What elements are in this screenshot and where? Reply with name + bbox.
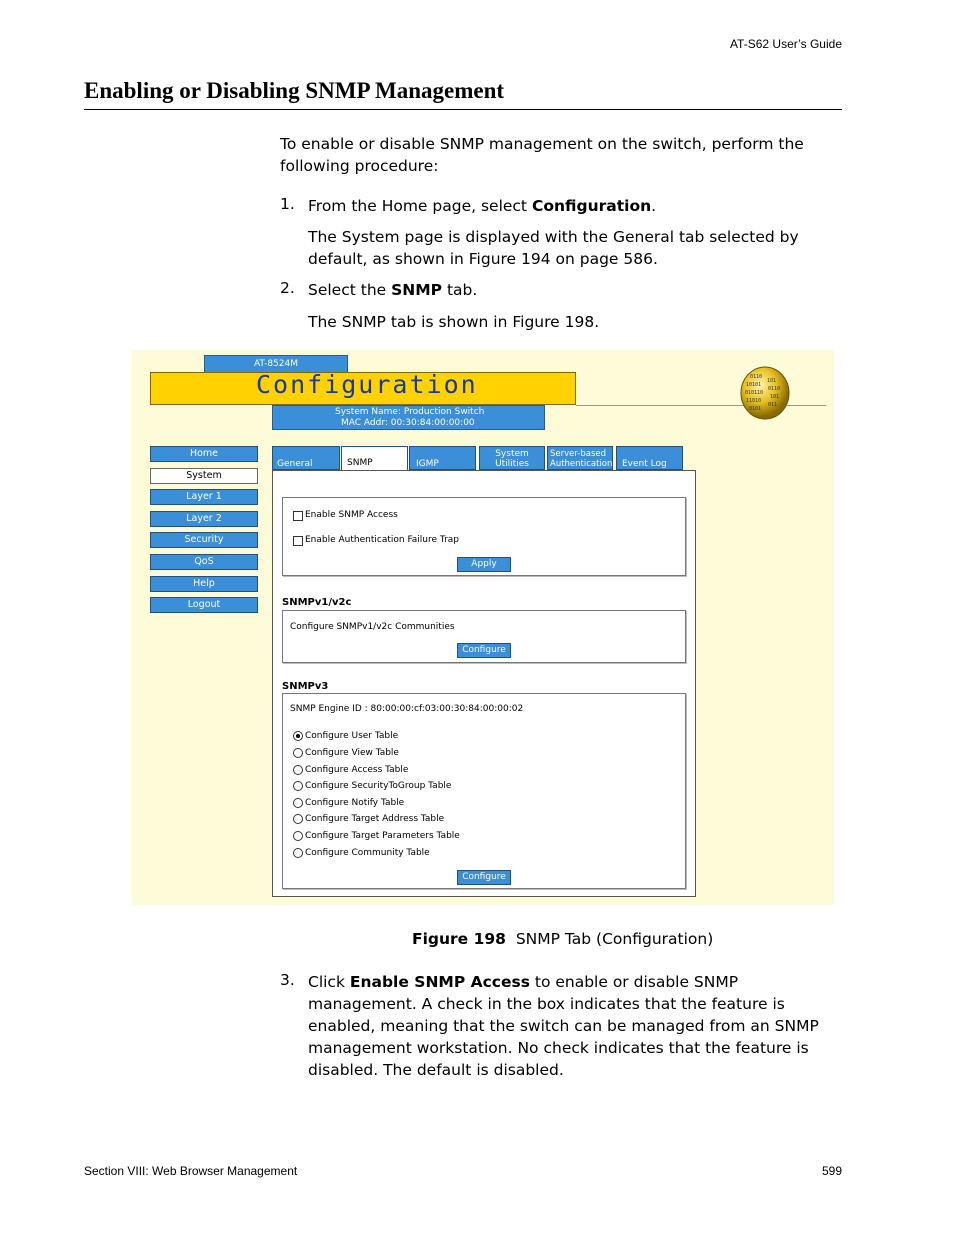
radio-configure-target-address-table[interactable] — [293, 814, 303, 824]
step-number: 2. — [280, 279, 295, 297]
svg-text:101: 101 — [770, 394, 780, 400]
system-info-box — [272, 405, 545, 430]
option-label: Configure Access Table — [305, 765, 409, 775]
page-number: 599 — [821, 1164, 842, 1178]
step-number: 1. — [280, 195, 295, 213]
snmpv3-heading: SNMPv3 — [282, 681, 329, 692]
nav-system[interactable]: System — [150, 468, 258, 484]
step-2-emphasis: SNMP — [391, 281, 443, 299]
tab-system-utilities[interactable]: System Utilities — [479, 446, 545, 470]
config-page-title: Configuration — [256, 370, 478, 399]
snmp-panel — [272, 470, 696, 897]
svg-text:011: 011 — [768, 402, 778, 408]
step-3 — [308, 971, 843, 1081]
nav-layer-1[interactable]: Layer 1 — [150, 489, 258, 505]
svg-text:10101: 10101 — [746, 382, 762, 388]
globe-logo-icon — [740, 364, 790, 420]
step-3-end: to enable or disable SNMP management. A check in the box indicates that the feature is enabled, meaning that the switch can be managed from an SNMP management workstation. No check indicates that the feature is disabled. The default is disabled. — [308, 973, 819, 1079]
step-number: 3. — [280, 971, 295, 989]
v3-configure-button[interactable]: Configure — [457, 870, 511, 885]
snmp-tab-screenshot — [132, 350, 834, 905]
nav-security[interactable]: Security — [150, 532, 258, 548]
tab-general[interactable]: General — [272, 446, 340, 470]
title-rule — [84, 109, 842, 110]
figure-caption — [412, 930, 713, 948]
option-label: Configure SecurityToGroup Table — [305, 781, 452, 791]
nav-layer-2[interactable]: Layer 2 — [150, 511, 258, 527]
radio-configure-user-table[interactable] — [293, 731, 303, 741]
option-label: Configure Target Parameters Table — [305, 831, 460, 841]
running-header: AT-S62 User’s Guide — [729, 37, 842, 51]
mac-address: MAC Addr: 00:30:84:00:00:00 — [341, 418, 475, 428]
option-label: Configure Notify Table — [305, 798, 405, 808]
nav-logout[interactable]: Logout — [150, 597, 258, 613]
v1v2c-configure-button[interactable]: Configure — [457, 643, 511, 658]
svg-text:0101: 0101 — [749, 406, 762, 412]
step-2-text: Select the — [308, 281, 392, 299]
step-1 — [308, 195, 843, 217]
radio-configure-access-table[interactable] — [293, 765, 303, 775]
step-1-end: . — [651, 197, 657, 215]
radio-configure-target-parameters-table[interactable] — [293, 831, 303, 841]
nav-qos[interactable]: QoS — [150, 554, 258, 570]
radio-configure-notify-table[interactable] — [293, 798, 303, 808]
step-1-emphasis: Configuration — [531, 197, 652, 215]
option-label: Configure User Table — [305, 731, 399, 741]
step-3-text: Click — [308, 973, 350, 991]
option-label: Configure Target Address Table — [305, 814, 445, 824]
svg-text:11010: 11010 — [746, 398, 762, 404]
step-1-detail: The System page is displayed with the General tab selected by default, as shown in Figure 194 on page 586. — [308, 228, 799, 268]
snmpv1v2c-communities-text: Configure SNMPv1/v2c Communities — [290, 622, 455, 632]
radio-configure-community-table[interactable] — [293, 848, 303, 858]
footer-section: Section VIII: Web Browser Management — [84, 1164, 298, 1178]
svg-text:010110: 010110 — [745, 390, 764, 396]
tab-event-log[interactable]: Event Log — [616, 446, 683, 470]
option-label: Configure View Table — [305, 748, 399, 758]
system-name: System Name: Production Switch — [335, 407, 485, 417]
snmpv1v2c-group — [282, 610, 686, 663]
enable-auth-trap-checkbox[interactable] — [293, 536, 303, 546]
nav-home[interactable]: Home — [150, 446, 258, 462]
radio-configure-securitytogroup-table[interactable] — [293, 781, 303, 791]
apply-button[interactable]: Apply — [457, 557, 511, 572]
radio-configure-view-table[interactable] — [293, 748, 303, 758]
step-1-text: From the Home page, select — [308, 197, 532, 215]
tab-igmp[interactable]: IGMP — [409, 446, 476, 470]
tab-snmp[interactable]: SNMP — [341, 446, 408, 472]
svg-text:0110: 0110 — [750, 374, 763, 380]
enable-auth-trap-label: Enable Authentication Failure Trap — [305, 535, 460, 545]
snmpv1v2c-heading: SNMPv1/v2c — [282, 597, 352, 608]
option-label: Configure Community Table — [305, 848, 430, 858]
enable-snmp-access-checkbox[interactable] — [293, 511, 303, 521]
intro-paragraph: To enable or disable SNMP management on the switch, perform the following procedure: — [280, 135, 804, 175]
tab-server-based-authentication[interactable]: Server-based Authentication — [547, 446, 613, 470]
enable-snmp-access-label: Enable SNMP Access — [305, 510, 398, 520]
device-model-tab: AT-8524M — [204, 355, 348, 373]
figure-caption-text: SNMP Tab (Configuration) — [515, 930, 714, 948]
svg-text:101: 101 — [767, 378, 777, 384]
snmp-engine-id: SNMP Engine ID : 80:00:00:cf:03:00:30:84:00:00:02 — [290, 704, 524, 714]
section-title: Enabling or Disabling SNMP Management — [84, 78, 505, 103]
step-2 — [308, 279, 843, 301]
figure-label: Figure 198 — [412, 930, 506, 948]
svg-text:0110: 0110 — [768, 386, 781, 392]
step-2-end: tab. — [442, 281, 478, 299]
step-2-detail: The SNMP tab is shown in Figure 198. — [308, 313, 600, 331]
snmpv3-group — [282, 693, 686, 889]
step-3-emphasis: Enable SNMP Access — [349, 973, 530, 991]
nav-help[interactable]: Help — [150, 576, 258, 592]
snmp-access-group — [282, 497, 686, 576]
